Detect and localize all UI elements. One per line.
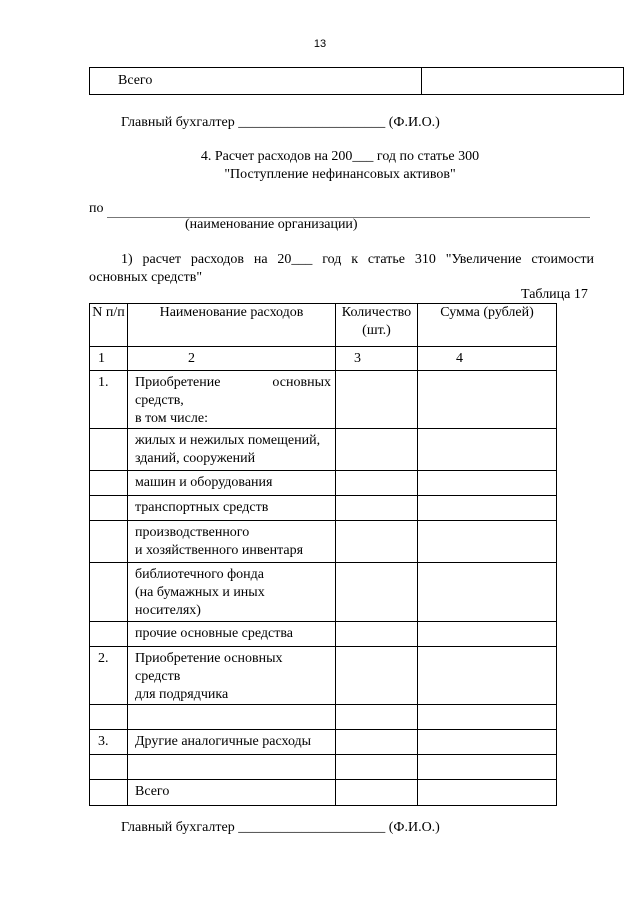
row-qty bbox=[336, 622, 418, 647]
top-total-table bbox=[89, 67, 624, 95]
row-num bbox=[90, 755, 128, 780]
table-row bbox=[90, 496, 557, 521]
signature-line-1 bbox=[121, 114, 440, 132]
column-number: 4 bbox=[418, 347, 557, 371]
table-row bbox=[90, 471, 557, 496]
table-row bbox=[90, 730, 557, 755]
column-number: 2 bbox=[128, 347, 336, 371]
row-qty bbox=[336, 755, 418, 780]
signature-label: Главный бухгалтер bbox=[121, 115, 235, 130]
row-name: жилых и нежилых помещений, зданий, сооружений bbox=[128, 429, 336, 471]
header-num: N п/п bbox=[90, 304, 128, 347]
table-row bbox=[90, 622, 557, 647]
row-qty bbox=[336, 705, 418, 730]
row-sum bbox=[418, 780, 557, 806]
row-sum bbox=[418, 371, 557, 429]
column-number: 3 bbox=[336, 347, 418, 371]
table-row bbox=[90, 780, 557, 806]
table-row bbox=[90, 705, 557, 730]
signature-label: Главный бухгалтер bbox=[121, 820, 235, 835]
expenses-table bbox=[89, 303, 557, 806]
table-row bbox=[90, 563, 557, 622]
subsection-heading bbox=[89, 251, 594, 287]
row-num bbox=[90, 471, 128, 496]
row-name: машин и оборудования bbox=[128, 471, 336, 496]
row-sum bbox=[418, 521, 557, 563]
section-title-line-2: "Поступление нефинансовых активов" bbox=[224, 167, 456, 182]
header-qty: Количество (шт.) bbox=[336, 304, 418, 347]
row-num bbox=[90, 521, 128, 563]
row-num bbox=[90, 496, 128, 521]
row-qty bbox=[336, 647, 418, 705]
row-sum bbox=[418, 471, 557, 496]
section-title bbox=[0, 148, 640, 184]
table-label: Таблица 17 bbox=[521, 287, 588, 302]
signature-fio: (Ф.И.О.) bbox=[388, 115, 440, 130]
row-num: 2. bbox=[90, 647, 128, 705]
row-qty bbox=[336, 471, 418, 496]
row-qty bbox=[336, 563, 418, 622]
row-sum bbox=[418, 755, 557, 780]
row-num bbox=[90, 705, 128, 730]
header-sum: Сумма (рублей) bbox=[418, 304, 557, 347]
row-num bbox=[90, 563, 128, 622]
row-name: Всего bbox=[128, 780, 336, 806]
row-name: Другие аналогичные расходы bbox=[128, 730, 336, 755]
row-sum bbox=[418, 429, 557, 471]
row-name: транспортных средств bbox=[128, 496, 336, 521]
row-sum bbox=[418, 622, 557, 647]
subsection-line-1: 1) расчет расходов на 20___ год к статье 310 "Увеличение стоимости bbox=[121, 252, 594, 267]
table-row bbox=[90, 371, 557, 429]
table-row bbox=[90, 647, 557, 705]
row-name bbox=[128, 755, 336, 780]
signature-fio: (Ф.И.О.) bbox=[388, 820, 440, 835]
row-name: Приобретение основных средств для подрядчика bbox=[128, 647, 336, 705]
column-number: 1 bbox=[90, 347, 128, 371]
row-qty bbox=[336, 371, 418, 429]
row-name: Приобретение основных средств, в том числе: bbox=[128, 371, 336, 429]
row-qty bbox=[336, 780, 418, 806]
row-num bbox=[90, 622, 128, 647]
row-name: прочие основные средства bbox=[128, 622, 336, 647]
table-row bbox=[90, 429, 557, 471]
subsection-line-2: основных средств" bbox=[89, 270, 203, 285]
row-qty bbox=[336, 429, 418, 471]
row-name: производственного и хозяйственного инвентаря bbox=[128, 521, 336, 563]
signature-blank: _____________________ bbox=[238, 115, 386, 130]
top-total-label: Всего bbox=[90, 68, 422, 95]
row-sum bbox=[418, 496, 557, 521]
row-sum bbox=[418, 647, 557, 705]
row-num: 1. bbox=[90, 371, 128, 429]
row-qty bbox=[336, 496, 418, 521]
organization-prefix: по bbox=[89, 201, 104, 216]
row-num bbox=[90, 429, 128, 471]
row-sum bbox=[418, 705, 557, 730]
header-name: Наименование расходов bbox=[128, 304, 336, 347]
row-num bbox=[90, 780, 128, 806]
table-row bbox=[90, 755, 557, 780]
row-num: 3. bbox=[90, 730, 128, 755]
page-number: 13 bbox=[313, 38, 327, 50]
row-qty bbox=[336, 730, 418, 755]
signature-blank: _____________________ bbox=[238, 820, 386, 835]
organization-caption: (наименование организации) bbox=[185, 217, 358, 232]
row-sum bbox=[418, 563, 557, 622]
table-row bbox=[90, 521, 557, 563]
signature-line-2 bbox=[121, 819, 440, 837]
row-name bbox=[128, 705, 336, 730]
row-qty bbox=[336, 521, 418, 563]
row-sum bbox=[418, 730, 557, 755]
top-total-value bbox=[422, 68, 624, 95]
section-title-line-1: 4. Расчет расходов на 200___ год по статье 300 bbox=[200, 149, 480, 164]
row-name: библиотечного фонда (на бумажных и иных носителях) bbox=[128, 563, 336, 622]
column-numbers-row bbox=[90, 347, 557, 371]
